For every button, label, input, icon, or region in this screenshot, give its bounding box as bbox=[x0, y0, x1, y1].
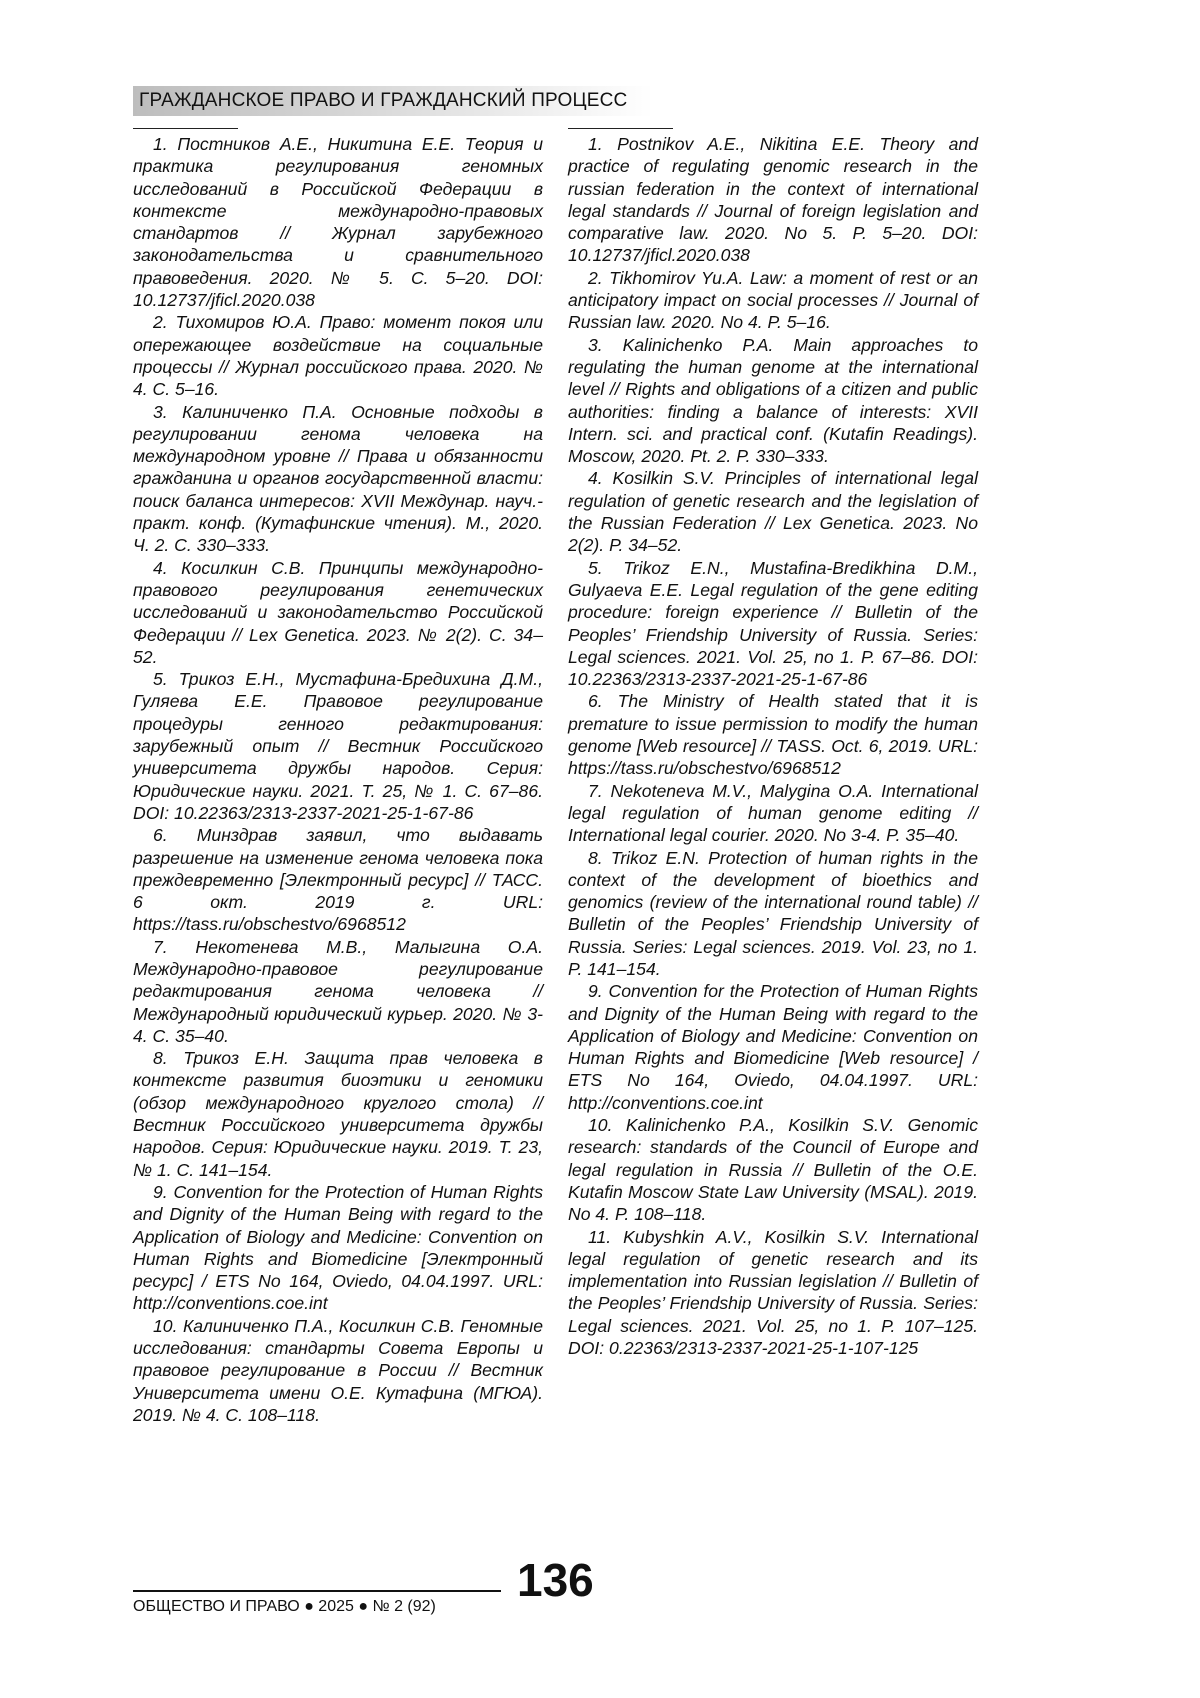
section-title: ГРАЖДАНСКОЕ ПРАВО И ГРАЖДАНСКИЙ ПРОЦЕСС bbox=[139, 90, 627, 112]
reference-item: 2. Tikhomirov Yu.A. Law: a moment of rest or an anticipatory impact on social processes // Journal of Russian law. 2020. No 4. P. 5–16. bbox=[568, 267, 978, 334]
reference-item: 1. Postnikov A.E., Nikitina E.E. Theory and practice of regulating genomic research in the russian federation in the context of international legal standards // Journal of foreign legislation and comparative law. 2020. No 5. P. 5–20. DOI: 10.12737/jficl.2020.038 bbox=[568, 133, 978, 267]
journal-footer: ОБЩЕСТВО И ПРАВО ● 2025 ● № 2 (92) bbox=[133, 1598, 436, 1616]
reference-item: 2. Тихомиров Ю.А. Право: момент покоя или опережающее воздействие на социальные процессы // Журнал российского права. 2020. № 4. С. 5–16. bbox=[133, 311, 543, 400]
reference-item: 3. Kalinichenko P.A. Main approaches to regulating the human genome at the international level // Rights and obligations of a citizen and public authorities: finding a balance of interests: XVII Intern. sci. and practical conf. (Kutafin Readings). Moscow, 2020. Pt. 2. P. 330–333. bbox=[568, 334, 978, 468]
reference-item: 6. The Ministry of Health stated that it is premature to issue permission to modify the human genome [Web resource] // TASS. Oct. 6, 2019. URL: https://tass.ru/obschestvo/6968512 bbox=[568, 690, 978, 779]
reference-item: 7. Некотенева М.В., Малыгина О.А. Международно-правовое регулирование редактирования генома человека // Международный юридический курьер. 2020. № 3-4. С. 35–40. bbox=[133, 936, 543, 1047]
reference-item: 5. Trikoz E.N., Mustafina-Bredikhina D.M., Gulyaeva E.E. Legal regulation of the gene editing procedure: foreign experience // Bulletin of the Peoples’ Friendship University of Russia. Series: Legal sciences. 2021. Vol. 25, no 1. P. 67–86. DOI: 10.22363/2313-2337-2021-25-1-67-86 bbox=[568, 557, 978, 691]
references-english bbox=[568, 128, 978, 1359]
reference-item: 4. Косилкин С.В. Принципы международно-правового регулирования генетических исследований и законодательство Российской Федерации // Lex Genetica. 2023. № 2(2). С. 34–52. bbox=[133, 557, 543, 668]
reference-item: 9. Convention for the Protection of Human Rights and Dignity of the Human Being with regard to the Application of Biology and Medicine: Convention on Human Rights and Biomedicine [Электронный ресурс] / ETS No 164, Oviedo, 04.04.1997. URL: http://conventions.coe.int bbox=[133, 1181, 543, 1315]
reference-item: 5. Трикоз Е.Н., Мустафина-Бредихина Д.М., Гуляева Е.Е. Правовое регулирование процедуры генного редактирования: зарубежный опыт // Вестник Российского университета дружбы народов. Серия: Юридические науки. 2021. Т. 25, № 1. С. 67–86. DOI: 10.22363/2313-2337-2021-25-1-67-86 bbox=[133, 668, 543, 824]
references-russian bbox=[133, 128, 543, 1426]
reference-item: 4. Kosilkin S.V. Principles of international legal regulation of genetic research and the legislation of the Russian Federation // Lex Genetica. 2023. No 2(2). P. 34–52. bbox=[568, 467, 978, 556]
reference-item: 8. Trikoz E.N. Protection of human rights in the context of the development of bioethics and genomics (review of the international round table) // Bulletin of the Peoples’ Friendship University of Russia. Series: Legal sciences. 2019. Vol. 23, no 1. P. 141–154. bbox=[568, 847, 978, 981]
reference-item: 7. Nekoteneva M.V., Malygina O.A. International legal regulation of human genome editing // International legal courier. 2020. No 3-4. P. 35–40. bbox=[568, 780, 978, 847]
reference-item: 6. Минздрав заявил, что выдавать разрешение на изменение генома человека пока преждевременно [Электронный ресурс] // ТАСС. 6 окт. 2019 г. URL: https://tass.ru/obschestvo/6968512 bbox=[133, 824, 543, 935]
reference-item: 11. Kubyshkin A.V., Kosilkin S.V. International legal regulation of genetic research and its implementation into Russian legislation // Bulletin of the Peoples’ Friendship University of Russia. Series: Legal sciences. 2021. Vol. 25, no 1. P. 107–125. DOI: 0.22363/2313-2337-2021-25-1-107-125 bbox=[568, 1226, 978, 1360]
reference-item: 8. Трикоз Е.Н. Защита прав человека в контексте развития биоэтики и геномики (обзор международного круглого стола) // Вестник Российского университета дружбы народов. Серия: Юридические науки. 2019. Т. 23, № 1. С. 141–154. bbox=[133, 1047, 543, 1181]
page-number: 136 bbox=[517, 1553, 594, 1607]
reference-item: 9. Convention for the Protection of Human Rights and Dignity of the Human Being with regard to the Application of Biology and Medicine: Convention on Human Rights and Biomedicine [Web resource] / ETS No 164, Oviedo, 04.04.1997. URL: http://conventions.coe.int bbox=[568, 980, 978, 1114]
footnote-rule bbox=[133, 128, 238, 129]
reference-item: 3. Калиниченко П.А. Основные подходы в регулировании генома человека на международном уровне // Права и обязанности гражданина и органов государственной власти: поиск баланса интересов: XVII Междунар. науч.-практ. конф. (Кутафинские чтения). М., 2020. Ч. 2. С. 330–333. bbox=[133, 401, 543, 557]
footnote-rule bbox=[568, 128, 673, 129]
footer-rule bbox=[133, 1590, 501, 1592]
section-header bbox=[133, 86, 653, 116]
reference-item: 1. Постников А.Е., Никитина Е.Е. Теория и практика регулирования геномных исследований в Российской Федерации в контексте международно-правовых стандартов // Журнал зарубежного законодательства и сравнительного правоведения. 2020. № 5. С. 5–20. DOI: 10.12737/jficl.2020.038 bbox=[133, 133, 543, 311]
reference-item: 10. Калиниченко П.А., Косилкин С.В. Геномные исследования: стандарты Совета Европы и правовое регулирование в России // Вестник Университета имени О.Е. Кутафина (МГЮА). 2019. № 4. С. 108–118. bbox=[133, 1315, 543, 1426]
reference-item: 10. Kalinichenko P.A., Kosilkin S.V. Genomic research: standards of the Council of Europe and legal regulation in Russia // Bulletin of the O.E. Kutafin Moscow State Law University (MSAL). 2019. No 4. P. 108–118. bbox=[568, 1114, 978, 1225]
